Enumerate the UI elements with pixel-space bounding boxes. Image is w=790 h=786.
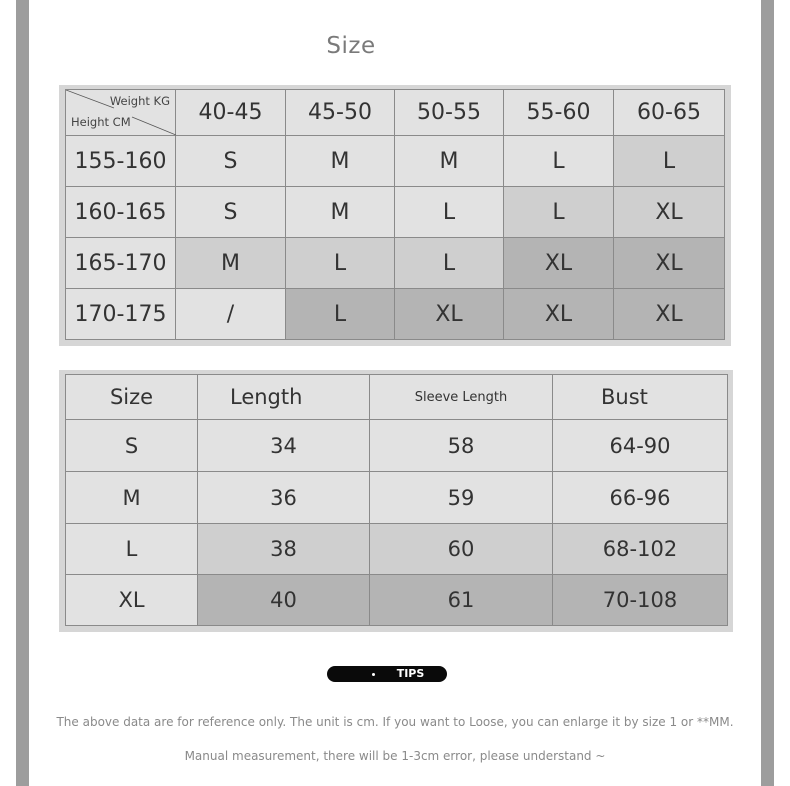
size-cell: XL (504, 289, 614, 340)
table-row (66, 524, 728, 575)
sleeve-cell: 60 (370, 524, 553, 575)
size-cell: L (286, 289, 395, 340)
size-cell: L (66, 524, 198, 575)
reference-note: The above data are for reference only. The unit is cm. If you want to Loose, you can enlarge it by size 1 or **MM. (56, 715, 734, 729)
size-cell: L (286, 238, 395, 289)
sleeve-cell: 59 (370, 472, 553, 524)
weight-header-cell: 55-60 (504, 90, 614, 136)
height-cell: 155-160 (66, 136, 176, 187)
length-cell: 40 (198, 575, 370, 626)
size-cell: XL (614, 289, 725, 340)
table-row (66, 289, 725, 340)
sleeve-cell: 58 (370, 420, 553, 472)
bust-cell: 70-108 (553, 575, 728, 626)
height-cell: 165-170 (66, 238, 176, 289)
size-cell: L (395, 238, 504, 289)
table-row (66, 238, 725, 289)
table-row (66, 187, 725, 238)
measurement-table (65, 374, 728, 626)
length-cell: 34 (198, 420, 370, 472)
size-cell: M (286, 136, 395, 187)
weight-header-cell: 50-55 (395, 90, 504, 136)
size-cell: S (176, 136, 286, 187)
size-cell: M (286, 187, 395, 238)
right-border-bar (761, 0, 774, 786)
size-cell: XL (614, 238, 725, 289)
bust-cell: 68-102 (553, 524, 728, 575)
size-cell: L (504, 187, 614, 238)
size-cell: S (176, 187, 286, 238)
bust-cell: 66-96 (553, 472, 728, 524)
table-row (66, 420, 728, 472)
size-cell: XL (614, 187, 725, 238)
measurement-note: Manual measurement, there will be 1-3cm error, please understand ~ (184, 749, 606, 763)
size-cell: XL (395, 289, 504, 340)
table-row (66, 575, 728, 626)
tips-label: TIPS (396, 667, 425, 680)
dot-icon (372, 673, 375, 676)
size-cell: XL (504, 238, 614, 289)
height-cm-label: Height CM (71, 115, 131, 129)
size-cell: M (395, 136, 504, 187)
size-cell: XL (66, 575, 198, 626)
header-size: Size (66, 375, 198, 420)
table-row (66, 472, 728, 524)
height-cell: 170-175 (66, 289, 176, 340)
tips-badge (327, 666, 447, 682)
size-cell: L (395, 187, 504, 238)
weight-height-table (65, 89, 725, 340)
page-title: Size (326, 33, 376, 59)
height-cell: 160-165 (66, 187, 176, 238)
size-cell: / (176, 289, 286, 340)
length-cell: 36 (198, 472, 370, 524)
size-cell: S (66, 420, 198, 472)
dot-icon (386, 689, 389, 692)
weight-header-cell: 40-45 (176, 90, 286, 136)
weight-kg-label: Weight KG (109, 94, 170, 108)
length-cell: 38 (198, 524, 370, 575)
bust-cell: 64-90 (553, 420, 728, 472)
size-cell: M (176, 238, 286, 289)
weight-header-cell: 60-65 (614, 90, 725, 136)
corner-header-cell (66, 90, 176, 136)
size-cell: L (504, 136, 614, 187)
left-border-bar (16, 0, 29, 786)
table-row (66, 136, 725, 187)
size-cell: L (614, 136, 725, 187)
sleeve-cell: 61 (370, 575, 553, 626)
header-bust: Bust (553, 375, 728, 420)
size-cell: M (66, 472, 198, 524)
header-length: Length (198, 375, 370, 420)
weight-header-cell: 45-50 (286, 90, 395, 136)
header-sleeve-length: Sleeve Length (370, 375, 553, 420)
